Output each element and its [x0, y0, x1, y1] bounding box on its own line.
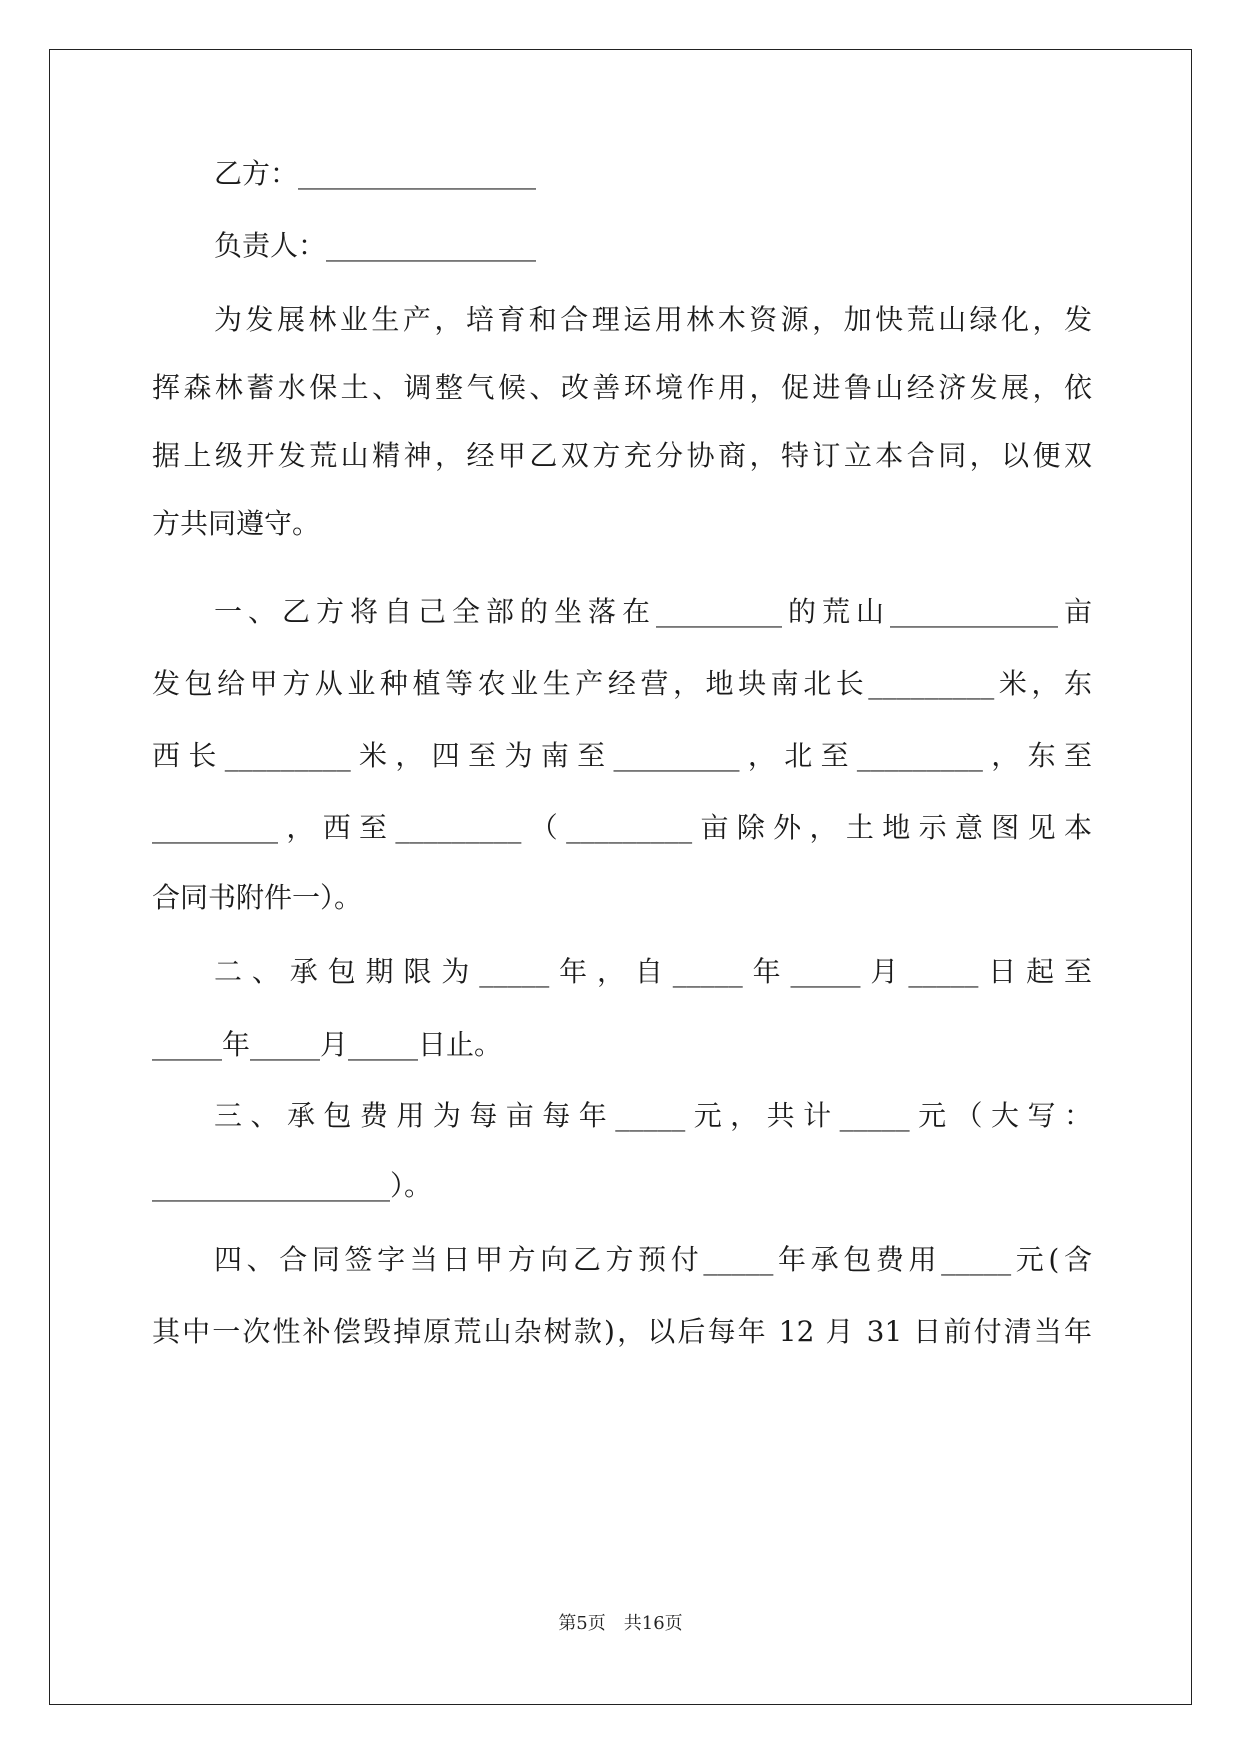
clause-1-line: 发包给甲方从业种植等农业生产经营，地块南北长_________米，东 — [152, 667, 1092, 700]
party-b-line: 乙方：_________________ — [214, 157, 537, 190]
page-number: 第5页 共16页 — [558, 1613, 683, 1634]
paragraph-line: 为发展林业生产，培育和合理运用林木资源，加快荒山绿化，发 — [214, 303, 1092, 336]
clause-2-line: 二、承包期限为_____年，自_____年_____月_____日起至 — [214, 955, 1092, 988]
paragraph-line: 挥森林蓄水保土、调整气候、改善环境作用，促进鲁山经济发展，依 — [152, 371, 1092, 404]
clause-1-line: 合同书附件一）。 — [152, 881, 363, 914]
clause-4-line: 四、合同签字当日甲方向乙方预付_____年承包费用_____元(含 — [214, 1243, 1092, 1276]
page-border — [49, 49, 1192, 1705]
responsible-person-line: 负责人：_______________ — [214, 229, 537, 262]
clause-3-line: 三、承包费用为每亩每年_____元，共计_____元（大写： — [214, 1099, 1092, 1132]
clause-1-line: _________，西至_________（_________亩除外，土地示意图见本 — [152, 811, 1092, 844]
clause-4-line: 其中一次性补偿毁掉原荒山杂树款)，以后每年 12 月 31 日前付清当年 — [152, 1315, 1092, 1348]
clause-1-line: 一、乙方将自己全部的坐落在_________的荒山____________亩 — [214, 595, 1092, 628]
paragraph-line: 方共同遵守。 — [152, 507, 321, 540]
clause-3-line: _________________）。 — [152, 1169, 433, 1202]
paragraph-line: 据上级开发荒山精神，经甲乙双方充分协商，特订立本合同，以便双 — [152, 439, 1092, 472]
clause-2-line: _____年_____月_____日止。 — [152, 1028, 503, 1061]
clause-1-line: 西长_________米，四至为南至_________，北至_________，东至 — [152, 739, 1092, 772]
